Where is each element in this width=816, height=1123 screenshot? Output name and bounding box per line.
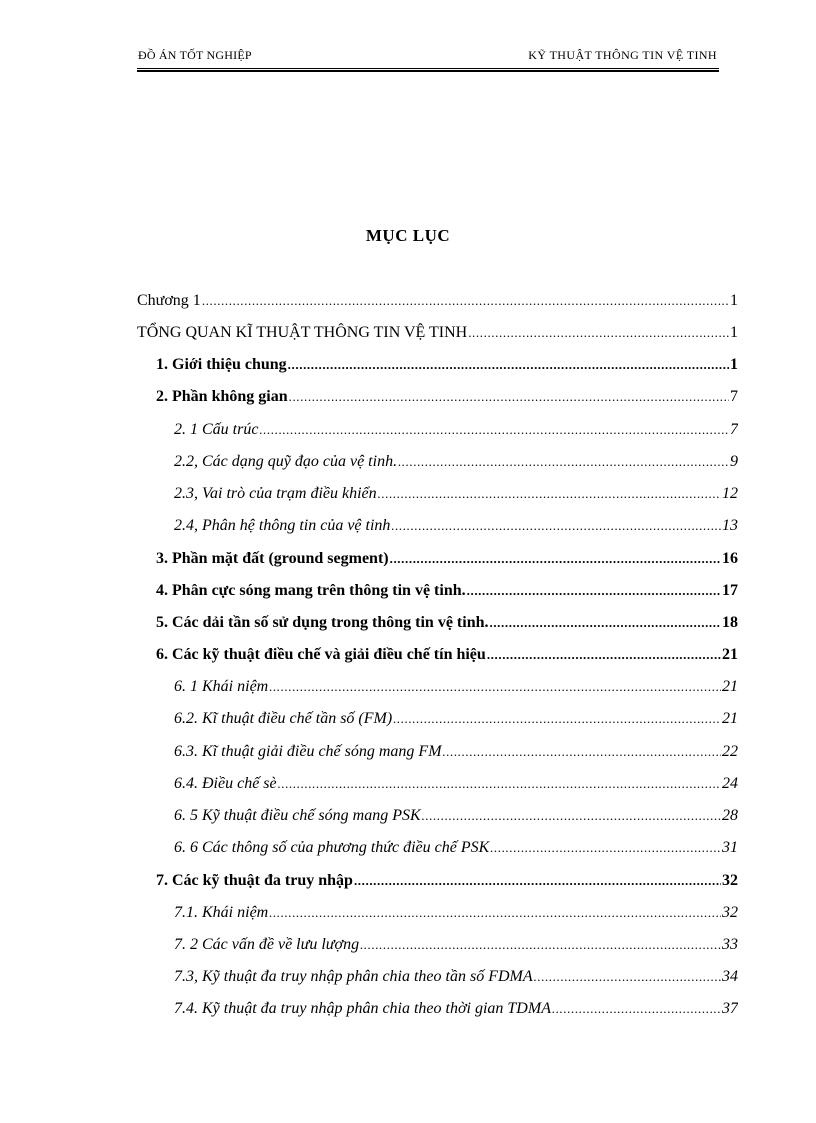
header-right-text: KỸ THUẬT THÔNG TIN VỆ TINH: [528, 48, 717, 62]
toc-entry-page: 22: [722, 743, 738, 760]
toc-entry-label: 1. Giới thiệu chung: [156, 356, 287, 373]
toc-entry-page: 12: [722, 485, 738, 502]
toc-leader-dots: [259, 419, 729, 441]
toc-entry-page: 21: [722, 678, 738, 695]
toc-entry-label: 2.2, Các dạng quỹ đạo của vệ tinh.: [174, 453, 398, 470]
toc-entry-label: 7. 2 Các vấn đề về lưu lượng: [174, 936, 360, 953]
toc-leader-dots: [391, 515, 721, 537]
toc-entry-page: 7: [730, 388, 738, 405]
toc-entry-page: 37: [722, 1000, 738, 1017]
toc-entry[interactable]: [174, 966, 738, 988]
header-rule: [137, 68, 719, 69]
toc-entry[interactable]: [174, 483, 738, 505]
toc-entry-label: 2. Phần không gian: [156, 388, 288, 405]
toc-entry[interactable]: [174, 419, 738, 441]
toc-entry[interactable]: [174, 837, 738, 859]
toc-leader-dots: [468, 322, 729, 344]
toc-entry[interactable]: [156, 354, 738, 376]
toc-leader-dots: [467, 580, 721, 602]
toc-entry-label: 6. Các kỹ thuật điều chế và giải điều chế tín hiệu: [156, 646, 486, 663]
toc-leader-dots: [288, 354, 729, 376]
toc-entry-page: 17: [722, 582, 738, 599]
toc-entry-page: 21: [722, 646, 738, 663]
toc-entry[interactable]: [137, 322, 738, 344]
toc-entry-page: 31: [722, 839, 738, 856]
toc-leader-dots: [278, 773, 721, 795]
toc-entry-label: 6.3. Kĩ thuật giải điều chế sóng mang FM: [174, 743, 442, 760]
toc-entry[interactable]: [174, 773, 738, 795]
toc-leader-dots: [489, 612, 721, 634]
toc-entry[interactable]: [174, 676, 738, 698]
toc-entry-page: 21: [722, 710, 738, 727]
toc-entry-page: 1: [730, 356, 738, 373]
toc-entry[interactable]: [174, 805, 738, 827]
toc-entry-label: 6. 5 Kỹ thuật điều chế sóng mang PSK: [174, 807, 421, 824]
toc-leader-dots: [487, 644, 721, 666]
toc-entry[interactable]: [137, 290, 738, 312]
toc-entry[interactable]: [174, 451, 738, 473]
toc-leader-dots: [398, 451, 729, 473]
toc-entry-page: 1: [730, 292, 738, 309]
toc-entry-label: 3. Phần mặt đất (ground segment): [156, 550, 389, 567]
toc-entry-page: 28: [722, 807, 738, 824]
toc-entry[interactable]: [156, 386, 738, 408]
toc-leader-dots: [269, 902, 721, 924]
toc-entry-label: 6.4. Điều chế sè: [174, 775, 277, 792]
toc-entry-page: 33: [722, 936, 738, 953]
toc-entry-page: 18: [722, 614, 738, 631]
toc-leader-dots: [360, 934, 721, 956]
toc-leader-dots: [490, 837, 721, 859]
toc-leader-dots: [390, 548, 721, 570]
header-left-text: ĐỒ ÁN TỐT NGHIỆP: [138, 48, 252, 62]
toc-entry-label: 7.4. Kỹ thuật đa truy nhập phân chia theo thời gian TDMA: [174, 1000, 551, 1017]
toc-leader-dots: [354, 870, 721, 892]
toc-leader-dots: [552, 998, 721, 1020]
toc-entry-label: 2.4, Phân hệ thông tin của vệ tinh: [174, 517, 391, 534]
toc-entry[interactable]: [174, 998, 738, 1020]
toc-entry[interactable]: [156, 612, 738, 634]
toc-entry-label: 5. Các dải tần số sử dụng trong thông tin vệ tinh.: [156, 614, 489, 631]
page-title: MỤC LỤC: [365, 226, 451, 245]
toc-entry-label: TỔNG QUAN KĨ THUẬT THÔNG TIN VỆ TINH: [137, 324, 468, 341]
toc-leader-dots: [393, 708, 721, 730]
toc-entry-label: Chương 1: [137, 292, 201, 309]
toc-leader-dots: [422, 805, 721, 827]
toc-entry-label: 7. Các kỹ thuật đa truy nhập: [156, 872, 353, 889]
toc-entry-label: 4. Phân cực sóng mang trên thông tin vệ tinh.: [156, 582, 466, 599]
toc-leader-dots: [289, 386, 729, 408]
toc-leader-dots: [269, 676, 721, 698]
toc-entry-page: 32: [722, 904, 738, 921]
toc-entry-label: 2.3, Vai trò của trạm điều khiển: [174, 485, 377, 502]
toc-entry[interactable]: [174, 708, 738, 730]
toc-leader-dots: [443, 741, 721, 763]
toc-entry-page: 13: [722, 517, 738, 534]
toc-entry[interactable]: [174, 515, 738, 537]
toc-entry-label: 6. 6 Các thông số của phương thức điều chế PSK: [174, 839, 490, 856]
toc-entry-label: 2. 1 Cấu trúc: [174, 421, 259, 438]
toc-entry[interactable]: [156, 644, 738, 666]
toc-entry-label: 7.1. Khái niệm: [174, 904, 269, 921]
toc-leader-dots: [202, 290, 729, 312]
toc-entry-label: 6.2. Kĩ thuật điều chế tần số (FM): [174, 710, 393, 727]
toc-entry-page: 24: [722, 775, 738, 792]
toc-entry-page: 9: [730, 453, 738, 470]
toc-entry-page: 34: [722, 968, 738, 985]
toc-entry-page: 1: [730, 324, 738, 341]
toc-entry[interactable]: [156, 870, 738, 892]
toc-entry[interactable]: [156, 580, 738, 602]
header-rule-thick: [137, 70, 719, 72]
toc-entry-page: 32: [722, 872, 738, 889]
toc-entry[interactable]: [156, 548, 738, 570]
toc-entry[interactable]: [174, 902, 738, 924]
toc-entry-page: 16: [722, 550, 738, 567]
toc-leader-dots: [534, 966, 721, 988]
toc-entry-label: 6. 1 Khái niệm: [174, 678, 269, 695]
toc-entry-label: 7.3, Kỹ thuật đa truy nhập phân chia theo tần số FDMA: [174, 968, 533, 985]
toc-entry[interactable]: [174, 741, 738, 763]
toc-leader-dots: [378, 483, 721, 505]
toc-entry[interactable]: [174, 934, 738, 956]
toc-entry-page: 7: [730, 421, 738, 438]
